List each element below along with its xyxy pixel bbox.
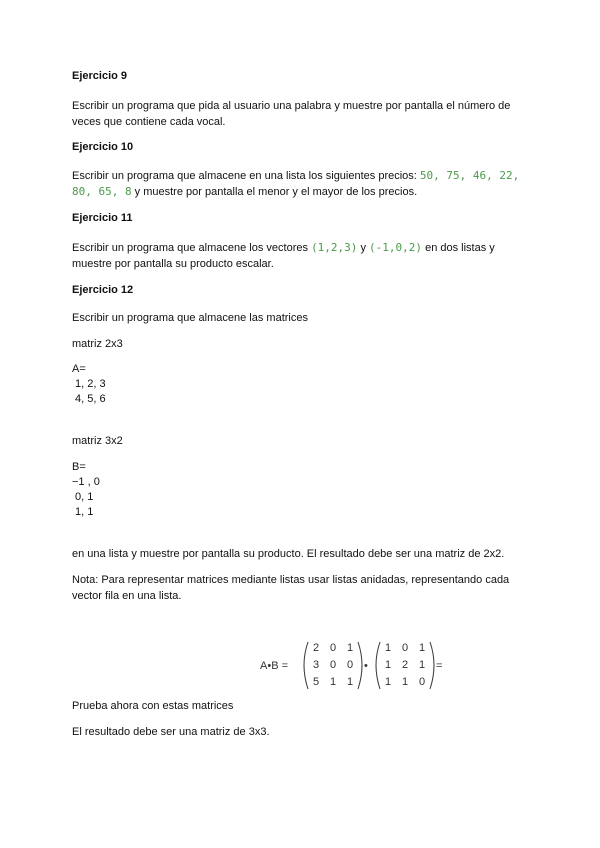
matrix-b-label: matriz 3x2: [72, 435, 123, 447]
exercise-12-title: Ejercicio 12: [72, 284, 134, 296]
matrix-2-entry: 0: [402, 642, 409, 654]
matrix-1-entry: 5: [313, 676, 320, 688]
formula-op: •: [364, 660, 368, 672]
matrix-b-name: B=: [72, 461, 86, 473]
formula-eq: =: [436, 660, 443, 672]
matrix-a-row: 4, 5, 6: [72, 393, 106, 405]
formula-lhs: A•B =: [260, 660, 289, 672]
exercise-11-mid: y: [357, 242, 370, 254]
matrix-b-row: 1, 1: [72, 506, 94, 518]
vector-2-code: (-1,0,2): [369, 241, 423, 254]
matrix-2-entry: 1: [385, 659, 392, 671]
matrix-2-entry: 1: [385, 676, 392, 688]
matrix-1-entry: 0: [330, 659, 337, 671]
matrix-1-entry: 1: [330, 676, 337, 688]
matrix-2-entry: 1: [385, 642, 392, 654]
matrix-2-entry: 2: [402, 659, 409, 671]
matrix-a-label: matriz 2x3: [72, 338, 123, 350]
matrix-formula: [258, 636, 478, 696]
exercise-11-text-after: en dos listas y muestre por pantalla su producto escalar.: [72, 242, 495, 270]
exercise-10-title: Ejercicio 10: [72, 141, 134, 153]
matrix-1-entry: 0: [347, 659, 354, 671]
matrix-a-row: 1, 2, 3: [72, 378, 106, 390]
matrix-1-entry: 2: [313, 642, 320, 654]
matrix-1-entry: 1: [347, 676, 354, 688]
matrix-1-entry: 1: [347, 642, 354, 654]
exercise-12-intro: Escribir un programa que almacene las matrices: [72, 312, 308, 324]
exercise-11-text: [72, 240, 532, 272]
exercise-12-note: Nota: Para representar matrices mediante listas usar listas anidadas, representando cada vector fila en una lista.: [72, 574, 510, 602]
left-paren: [304, 642, 308, 689]
exercise-9-text: Escribir un programa que pida al usuario una palabra y muestre por pantalla el número de veces que contiene cada vocal.: [72, 100, 511, 128]
matrix-1-entry: 0: [330, 642, 337, 654]
matrix-b-row: 0, 1: [72, 491, 94, 503]
matrix-2-entry: 1: [419, 642, 426, 654]
right-paren: [430, 642, 434, 689]
left-paren: [376, 642, 380, 689]
matrix-b-row: −1 , 0: [72, 476, 100, 488]
exercise-11-title: Ejercicio 11: [72, 212, 133, 224]
matrix-2-entry: 1: [402, 676, 409, 688]
vector-1-code: (1,2,3): [311, 241, 358, 254]
matrix-2-entry: 0: [419, 676, 426, 688]
right-paren: [358, 642, 362, 689]
exercise-10-text: [72, 168, 532, 200]
matrix-2-entry: 1: [419, 659, 426, 671]
exercise-10-text-after: y muestre por pantalla el menor y el mayor de los precios.: [131, 186, 418, 198]
exercise-9-title: Ejercicio 9: [72, 70, 128, 82]
exercise-11-text-before: Escribir un programa que almacene los vectores: [72, 242, 312, 254]
final-text: El resultado debe ser una matriz de 3x3.: [72, 726, 270, 738]
try-text: Prueba ahora con estas matrices: [72, 700, 234, 712]
exercise-10-text-before: Escribir un programa que almacene en una lista los siguientes precios:: [72, 170, 420, 182]
matrix-1-entry: 3: [313, 659, 320, 671]
matrix-a-name: A=: [72, 363, 86, 375]
prices-code: 50, 75, 46, 22, 80, 65, 8: [72, 169, 520, 198]
exercise-12-result-text: en una lista y muestre por pantalla su producto. El resultado debe ser una matriz de 2x2.: [72, 548, 505, 560]
